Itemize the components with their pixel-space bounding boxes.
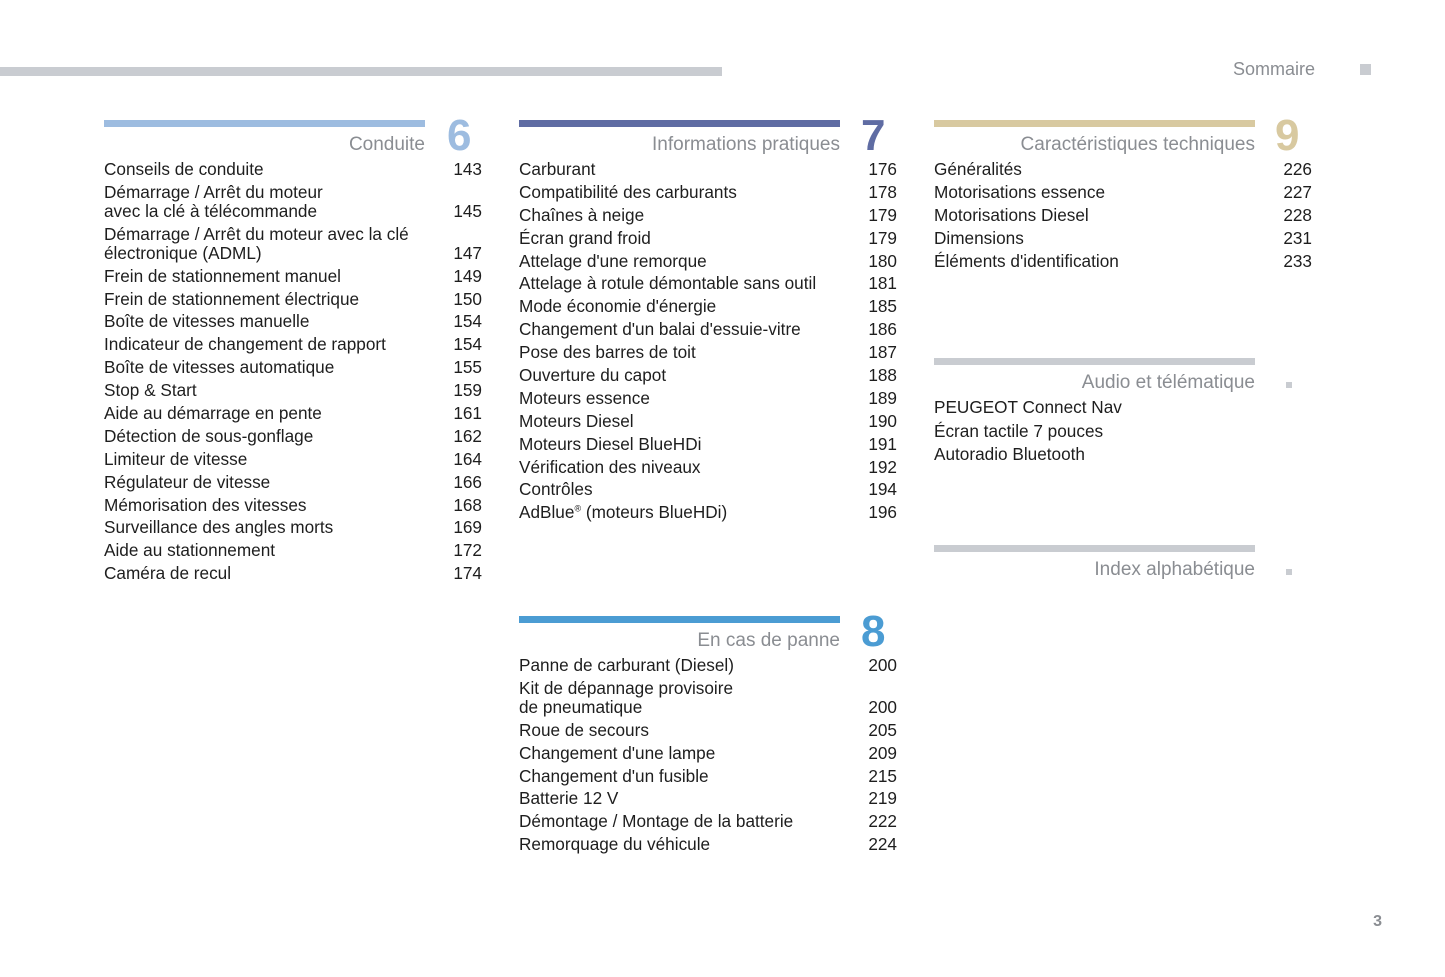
- toc-item[interactable]: [519, 252, 897, 271]
- toc-item-page: 231: [1283, 227, 1312, 248]
- toc-item-label: Attelage à rotule démontable sans outil: [519, 273, 817, 294]
- toc-item-page: 200: [868, 655, 897, 675]
- toc-item-page: 215: [868, 765, 897, 786]
- toc-item-page: 147: [453, 242, 482, 263]
- toc-item[interactable]: [104, 404, 482, 423]
- toc-item[interactable]: [104, 541, 482, 560]
- toc-item-label: Panne de carburant (Diesel): [519, 655, 734, 675]
- toc-item-label: Moteurs Diesel BlueHDi: [519, 433, 702, 454]
- toc-item-label: Batterie 12 V: [519, 788, 619, 809]
- header-rule: [0, 67, 722, 76]
- toc-item-label: Stop & Start: [104, 380, 197, 401]
- section-bar: [934, 545, 1255, 552]
- toc-item-page: 161: [453, 403, 482, 424]
- page-number: 3: [1373, 913, 1382, 930]
- toc-list: [519, 160, 897, 526]
- toc-item-label: Moteurs Diesel: [519, 410, 634, 431]
- toc-item-page: 187: [868, 342, 897, 363]
- section-title[interactable]: Conduite: [348, 134, 425, 155]
- toc-item[interactable]: [519, 656, 897, 675]
- section-number: 6: [447, 111, 472, 160]
- toc-list: [934, 398, 1312, 469]
- toc-item-page: 186: [868, 319, 897, 340]
- toc-item-page: 224: [868, 834, 897, 855]
- toc-item-label: Aide au démarrage en pente: [104, 403, 322, 424]
- toc-item[interactable]: [519, 835, 897, 854]
- toc-item[interactable]: [104, 183, 482, 221]
- toc-item-label: Motorisations Diesel: [934, 204, 1089, 225]
- section-number: 8: [861, 607, 886, 656]
- toc-item[interactable]: [934, 160, 1312, 179]
- toc-item-label: Dimensions: [934, 227, 1024, 248]
- section-number: 9: [1275, 111, 1300, 160]
- toc-item-label: Démontage / Montage de la batterie: [519, 811, 794, 832]
- toc-list: [104, 160, 482, 587]
- toc-item-label: Moteurs essence: [519, 387, 650, 408]
- toc-item-page: 150: [453, 288, 482, 309]
- section-square-icon: [1286, 569, 1292, 575]
- toc-item-page: 189: [868, 387, 897, 408]
- toc-item[interactable]: [104, 335, 482, 354]
- toc-item-page: 196: [868, 502, 897, 523]
- toc-item-label: Caméra de recul: [104, 563, 232, 584]
- toc-item-page: 205: [868, 719, 897, 740]
- toc-item-label: Démarrage / Arrêt du moteur avec la clé à télécommande: [104, 181, 323, 221]
- toc-item[interactable]: [104, 225, 482, 263]
- toc-item[interactable]: [519, 812, 897, 831]
- toc-item-label: Chaînes à neige: [519, 204, 645, 225]
- toc-item-label: Roue de secours: [519, 719, 649, 740]
- toc-item-label: Pose des barres de toit: [519, 342, 696, 363]
- toc-item[interactable]: [519, 679, 897, 717]
- toc-item-page: 164: [453, 448, 482, 469]
- toc-item-page: 188: [868, 365, 897, 386]
- toc-item[interactable]: [934, 252, 1312, 271]
- toc-item[interactable]: [519, 721, 897, 740]
- toc-item-page: 155: [453, 357, 482, 378]
- toc-item[interactable]: [519, 160, 897, 179]
- toc-item[interactable]: [104, 518, 482, 537]
- registered-mark: ®: [574, 503, 582, 514]
- section-title[interactable]: Caractéristiques techniques: [1020, 134, 1255, 155]
- toc-item[interactable]: [519, 343, 897, 362]
- toc-item[interactable]: [519, 320, 897, 339]
- toc-item-label: Attelage d'une remorque: [519, 250, 707, 271]
- toc-item-label: Frein de stationnement manuel: [104, 265, 341, 286]
- toc-item-page: 166: [453, 471, 482, 492]
- toc-item-page: 169: [453, 517, 482, 538]
- toc-item-page: 227: [1283, 181, 1312, 202]
- toc-item[interactable]: [104, 358, 482, 377]
- toc-item-page: 149: [453, 265, 482, 286]
- section-bar: [519, 120, 840, 127]
- toc-item-page: 168: [453, 494, 482, 515]
- toc-item-page: 176: [868, 159, 897, 179]
- toc-item-label: Aide au stationnement: [104, 540, 276, 561]
- toc-item-label: Détection de sous-gonflage: [104, 425, 314, 446]
- toc-item-page: 191: [868, 433, 897, 454]
- toc-item-page: 194: [868, 479, 897, 500]
- toc-item[interactable]: [934, 229, 1312, 248]
- toc-item[interactable]: [519, 366, 897, 385]
- header-square-icon: [1360, 64, 1371, 75]
- toc-item-page: 219: [868, 788, 897, 809]
- toc-item-label: Kit de dépannage provisoire de pneumatique: [519, 677, 734, 717]
- toc-item-label: Boîte de vitesses manuelle: [104, 311, 310, 332]
- toc-item-page: 154: [453, 311, 482, 332]
- toc-item-page: 228: [1283, 204, 1312, 225]
- toc-item-page: 185: [868, 296, 897, 317]
- header-title[interactable]: Sommaire: [1232, 59, 1315, 79]
- toc-item-label: Conseils de conduite: [104, 159, 264, 179]
- section-title[interactable]: Index alphabétique: [1094, 559, 1255, 580]
- toc-item-label: Motorisations essence: [934, 181, 1106, 202]
- toc-item-label: Écran tactile 7 pouces: [934, 420, 1104, 441]
- toc-item[interactable]: [519, 789, 897, 808]
- toc-item-label: Surveillance des angles morts: [104, 517, 334, 538]
- toc-item-label: PEUGEOT Connect Nav: [934, 397, 1122, 417]
- toc-list: [934, 160, 1312, 274]
- toc-item-page: 222: [868, 811, 897, 832]
- toc-item[interactable]: [519, 480, 897, 499]
- toc-item-page: 190: [868, 410, 897, 431]
- toc-item-label: Régulateur de vitesse: [104, 471, 271, 492]
- toc-item-label: Contrôles: [519, 479, 593, 500]
- toc-item-page: 179: [868, 204, 897, 225]
- toc-item-label: Ouverture du capot: [519, 365, 667, 386]
- toc-item[interactable]: [519, 458, 897, 477]
- toc-item-label: Frein de stationnement électrique: [104, 288, 360, 309]
- toc-item-page: 159: [453, 380, 482, 401]
- toc-item[interactable]: [104, 450, 482, 469]
- toc-item[interactable]: [519, 389, 897, 408]
- toc-item-page: 162: [453, 425, 482, 446]
- toc-item[interactable]: [519, 183, 897, 202]
- section-bar: [519, 616, 840, 623]
- toc-item[interactable]: [104, 564, 482, 583]
- section-bar: [934, 358, 1255, 365]
- toc-item[interactable]: [519, 206, 897, 225]
- toc-item-label: Changement d'un balai d'essuie-vitre: [519, 319, 801, 340]
- toc-item-label: Boîte de vitesses automatique: [104, 357, 335, 378]
- section-bar: [104, 120, 425, 127]
- toc-item-label: Indicateur de changement de rapport: [104, 334, 386, 355]
- toc-item-page: 233: [1283, 250, 1312, 271]
- toc-item-page: 180: [868, 250, 897, 271]
- toc-item-label: AdBlue® (moteurs BlueHDi): [519, 502, 728, 523]
- toc-item-page: 209: [868, 742, 897, 763]
- toc-item-label: Changement d'un fusible: [519, 765, 709, 786]
- toc-item-page: 226: [1283, 159, 1312, 179]
- toc-item-label: Carburant: [519, 159, 596, 179]
- toc-item[interactable]: [934, 206, 1312, 225]
- section-number: 7: [861, 111, 886, 160]
- toc-item-label: Vérification des niveaux: [519, 456, 701, 477]
- toc-item-page: 154: [453, 334, 482, 355]
- toc-item[interactable]: [519, 297, 897, 316]
- toc-item-label: Généralités: [934, 159, 1022, 179]
- toc-item[interactable]: [934, 422, 1312, 441]
- section-square-icon: [1286, 382, 1292, 388]
- toc-item-page: 179: [868, 227, 897, 248]
- toc-item-label: Mode économie d'énergie: [519, 296, 717, 317]
- toc-item-page: 174: [453, 563, 482, 584]
- toc-item[interactable]: [104, 312, 482, 331]
- toc-item-page: 178: [868, 181, 897, 202]
- toc-list: [519, 656, 897, 858]
- toc-item[interactable]: [934, 398, 1312, 417]
- toc-item[interactable]: [519, 435, 897, 454]
- toc-item[interactable]: [104, 290, 482, 309]
- toc-item[interactable]: [104, 427, 482, 446]
- toc-item-label: Mémorisation des vitesses: [104, 494, 307, 515]
- toc-item-page: 143: [453, 159, 482, 179]
- toc-item-label: Autoradio Bluetooth: [934, 444, 1085, 465]
- toc-item-page: 145: [453, 200, 482, 221]
- toc-item-label: Éléments d'identification: [934, 250, 1119, 271]
- section-title[interactable]: Informations pratiques: [652, 134, 840, 155]
- toc-item[interactable]: [104, 267, 482, 286]
- toc-item[interactable]: [934, 445, 1312, 464]
- toc-item-label: Démarrage / Arrêt du moteur avec la clé électronique (ADML): [104, 223, 409, 263]
- toc-item[interactable]: [104, 160, 482, 179]
- toc-item[interactable]: [104, 381, 482, 400]
- section-bar: [934, 120, 1255, 127]
- toc-item[interactable]: [104, 473, 482, 492]
- toc-item[interactable]: [519, 274, 897, 293]
- toc-item-page: 181: [868, 273, 897, 294]
- toc-item-label: Changement d'une lampe: [519, 742, 716, 763]
- toc-item[interactable]: [519, 767, 897, 786]
- toc-item-page: 200: [868, 696, 897, 717]
- toc-item[interactable]: [104, 496, 482, 515]
- toc-item-label: Remorquage du véhicule: [519, 834, 711, 855]
- toc-item-label: Limiteur de vitesse: [104, 448, 248, 469]
- toc-item-label: Écran grand froid: [519, 227, 651, 248]
- toc-item-label: Compatibilité des carburants: [519, 181, 737, 202]
- section-title[interactable]: En cas de panne: [697, 630, 840, 651]
- toc-item[interactable]: [519, 412, 897, 431]
- toc-item[interactable]: [519, 503, 897, 522]
- toc-item[interactable]: [519, 229, 897, 248]
- toc-item-page: 172: [453, 540, 482, 561]
- toc-item-page: 192: [868, 456, 897, 477]
- toc-item[interactable]: [519, 744, 897, 763]
- toc-item[interactable]: [934, 183, 1312, 202]
- section-title[interactable]: Audio et télématique: [1081, 372, 1255, 393]
